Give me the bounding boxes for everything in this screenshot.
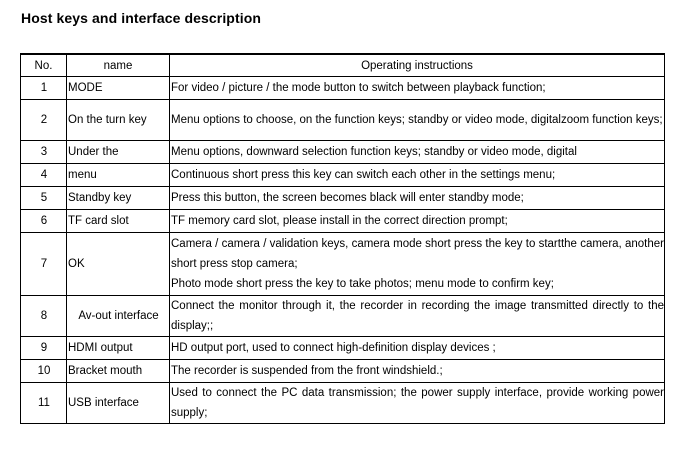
table-row	[21, 141, 665, 164]
instruction-text: Camera / camera / validation keys, camera mode short press the key to startthe camera, another short press stop camera;	[171, 238, 664, 270]
row-instructions	[170, 233, 665, 296]
row-no: 6	[21, 210, 67, 233]
table-row	[21, 296, 665, 337]
row-instructions	[170, 337, 665, 360]
row-instructions	[170, 187, 665, 210]
row-no: 2	[21, 100, 67, 141]
table-row	[21, 164, 665, 187]
row-instructions	[170, 383, 665, 424]
table-row	[21, 360, 665, 383]
row-name: TF card slot	[67, 210, 170, 233]
row-no: 11	[21, 383, 67, 424]
instruction-text: Menu options, downward selection function keys; standby or video mode, digital	[171, 146, 577, 158]
table-row	[21, 187, 665, 210]
row-no: 7	[21, 233, 67, 296]
instruction-text: TF memory card slot, please install in the correct direction prompt;	[171, 215, 508, 227]
instruction-text: Continuous short press this key can switch each other in the settings menu;	[171, 169, 556, 181]
row-name: MODE	[67, 77, 170, 100]
table-row	[21, 233, 665, 296]
row-name: Standby key	[67, 187, 170, 210]
row-no: 8	[21, 296, 67, 337]
row-name: On the turn key	[67, 100, 170, 141]
row-instructions	[170, 210, 665, 233]
row-instructions	[170, 360, 665, 383]
row-name: menu	[67, 164, 170, 187]
row-no: 4	[21, 164, 67, 187]
header-name: name	[67, 54, 170, 77]
host-keys-table	[20, 53, 665, 424]
table-row	[21, 383, 665, 424]
table-row	[21, 210, 665, 233]
instruction-text: Connect the monitor through it, the recorder in recording the image transmitted directly to the display;;	[171, 300, 664, 332]
table-row	[21, 337, 665, 360]
instruction-text: Menu options to choose, on the function keys; standby or video mode, digitalzoom function keys;	[171, 114, 663, 126]
row-instructions	[170, 77, 665, 100]
header-instructions: Operating instructions	[170, 54, 665, 77]
instruction-text: For video / picture / the mode button to switch between playback function;	[171, 82, 546, 94]
instruction-text: HD output port, used to connect high-definition display devices ;	[171, 342, 496, 354]
table-row	[21, 100, 665, 141]
row-instructions	[170, 164, 665, 187]
table-header-row	[21, 54, 665, 77]
row-no: 5	[21, 187, 67, 210]
instruction-text: The recorder is suspended from the front windshield.;	[171, 365, 443, 377]
row-no: 3	[21, 141, 67, 164]
row-no: 1	[21, 77, 67, 100]
row-name: Under the	[67, 141, 170, 164]
header-no: No.	[21, 54, 67, 77]
page-title: Host keys and interface description	[21, 10, 262, 26]
row-name: USB interface	[67, 383, 170, 424]
row-name: HDMI output	[67, 337, 170, 360]
row-no: 9	[21, 337, 67, 360]
instruction-text: Used to connect the PC data transmission; the power supply interface, provide working power supply;	[171, 387, 664, 419]
row-name: Av-out interface	[67, 296, 170, 337]
table-row	[21, 77, 665, 100]
row-instructions	[170, 141, 665, 164]
instruction-text: Photo mode short press the key to take photos; menu mode to confirm key;	[171, 278, 554, 290]
row-instructions	[170, 100, 665, 141]
row-name: OK	[67, 233, 170, 296]
instruction-text: Press this button, the screen becomes black will enter standby mode;	[171, 192, 524, 204]
row-instructions	[170, 296, 665, 337]
row-name: Bracket mouth	[67, 360, 170, 383]
row-no: 10	[21, 360, 67, 383]
